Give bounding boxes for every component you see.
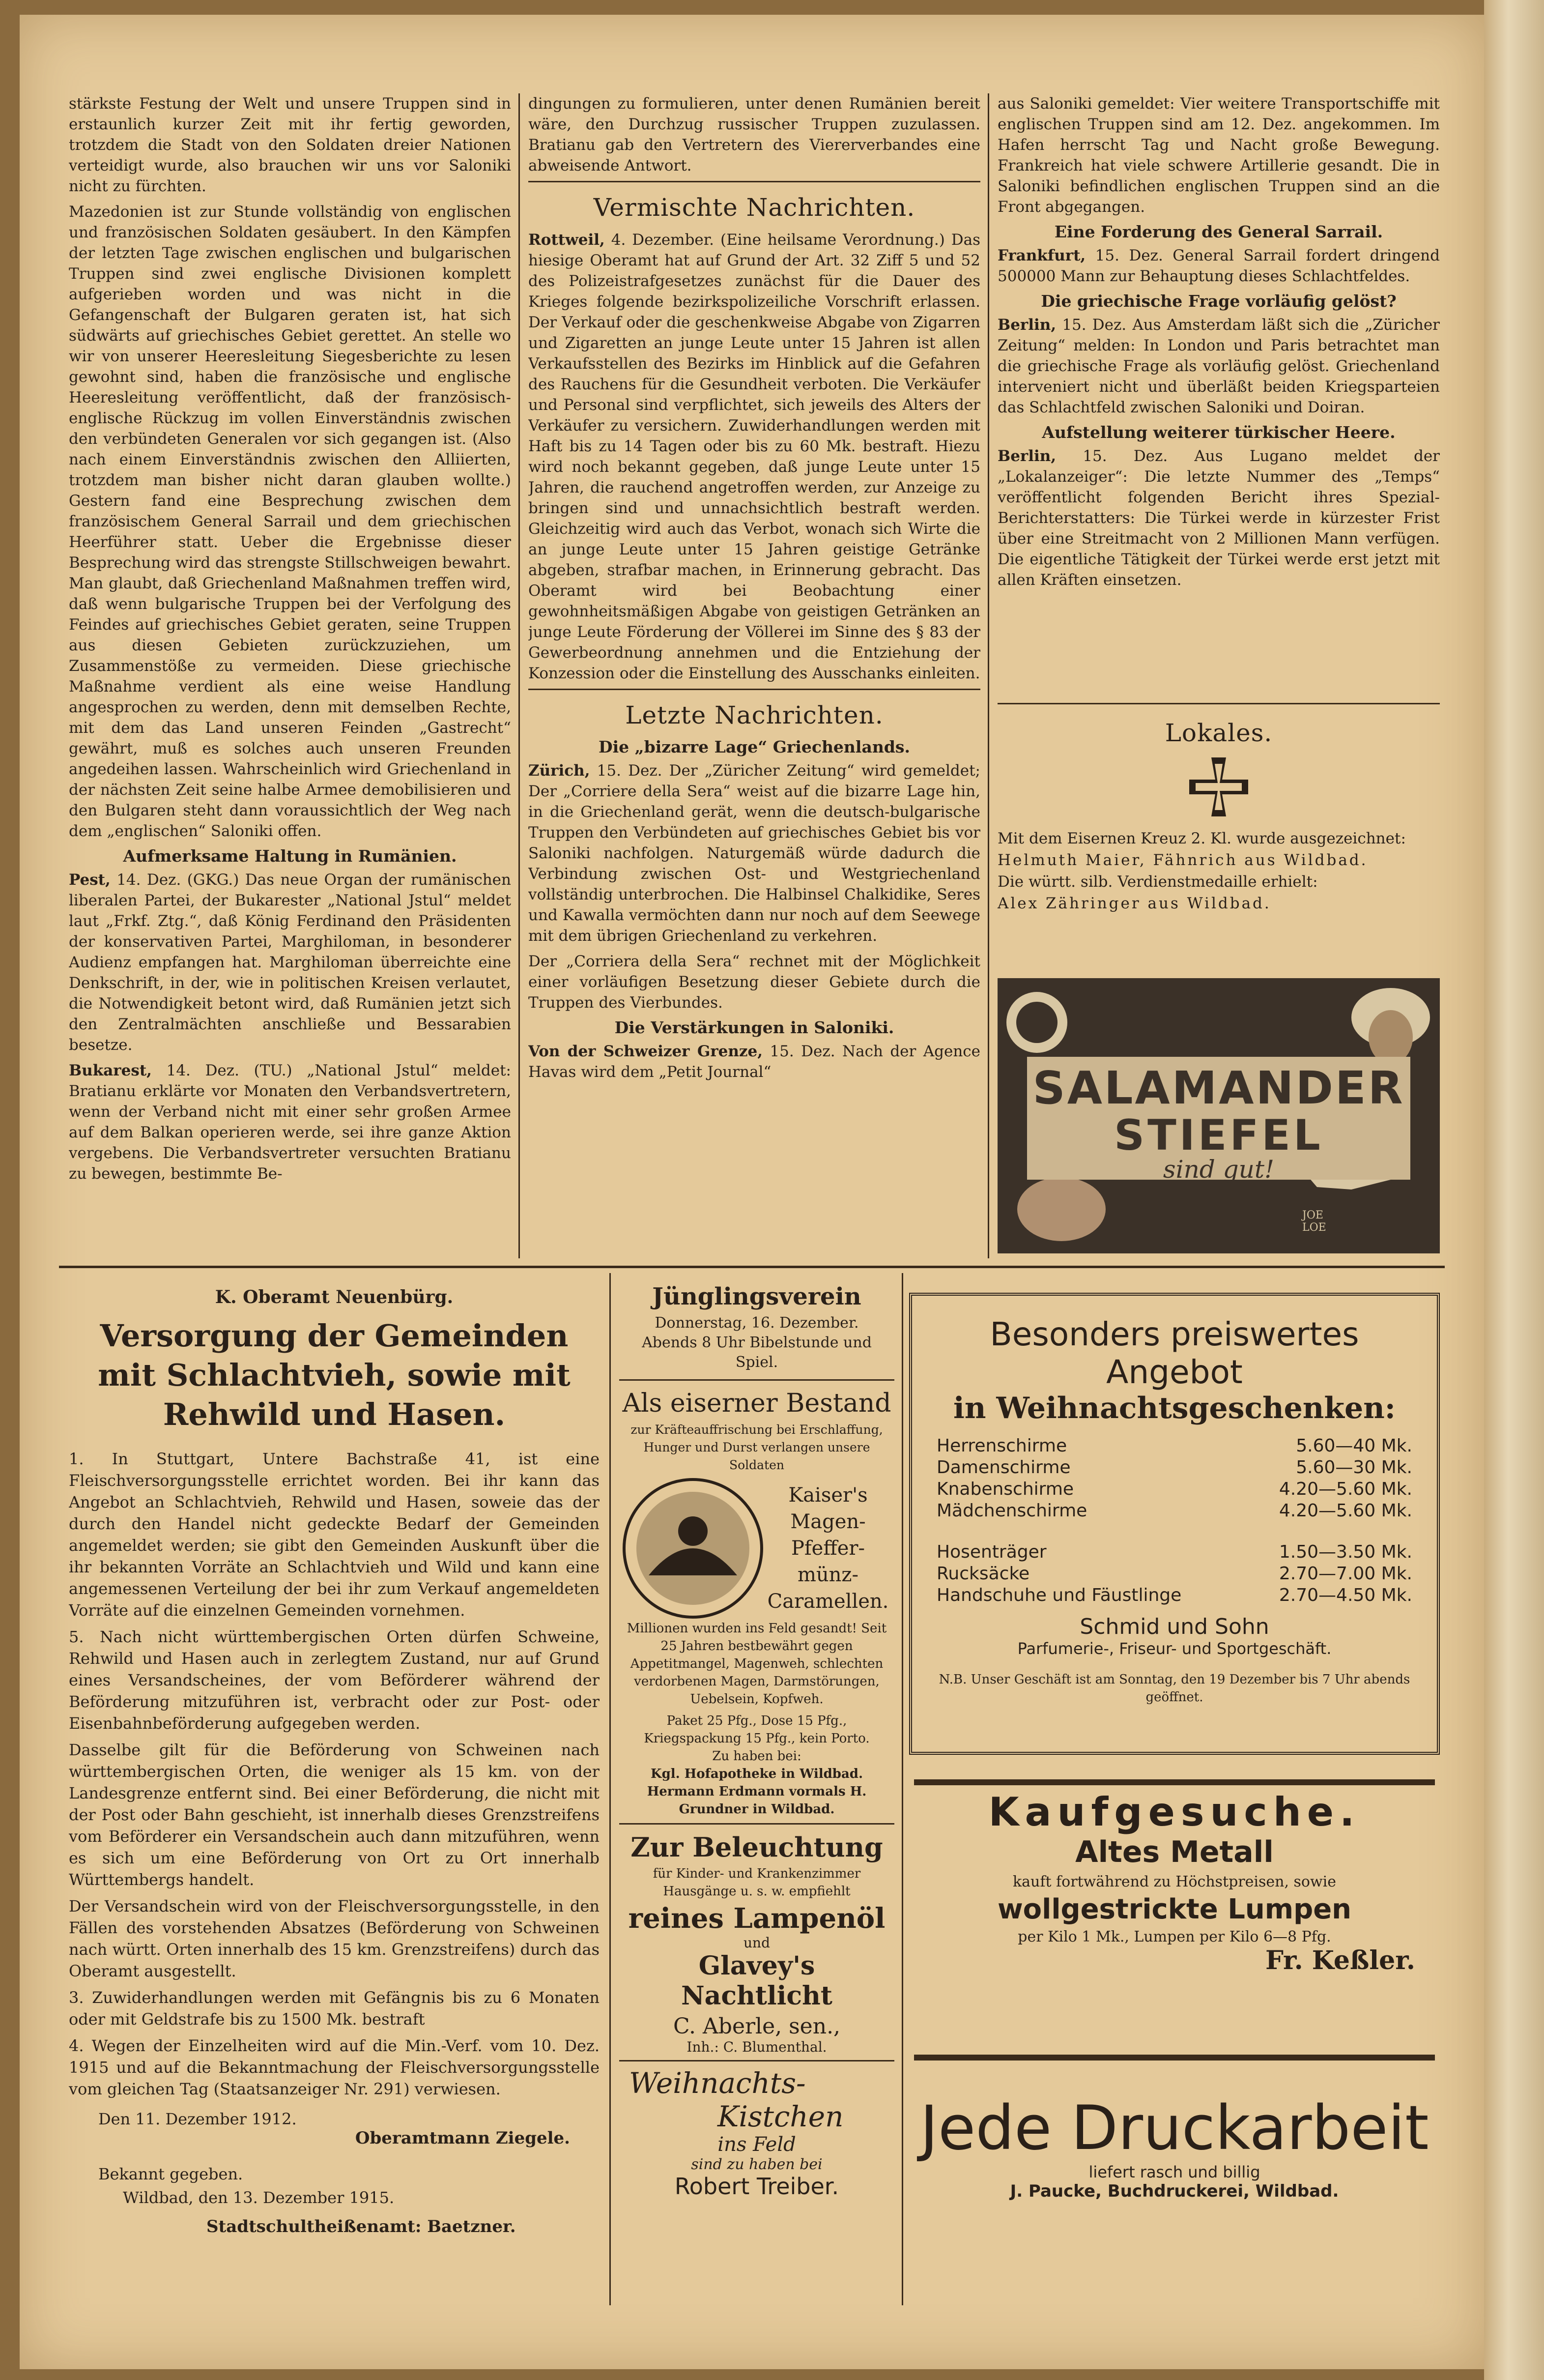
oberamt-para-1: 1. In Stuttgart, Untere Bachstraße 41, ist eine Fleischversorgungsstelle errichtet worden. Bei ihr kann das Angebot an Schlachtvieh, Rehwild und Hasen, soweie das der durch den Handel nicht gedeckte Bedarf der Gemeinden angemeldet werden; sie gibt den Gemeinden Auskunft über die ihr bekannten Vorräte an Schlachtvieh und Wild und kann eine angemessenen Verteilung der bei ihr zum Verkauf angemeldeten Vorräte auf die einzelnen Gemeinden vornehmen. [69,1450,600,1620]
weihnachts-line-1: Weihnachts- [629,2066,806,2100]
col1-heading: Aufmerksame Haltung in Rumänien. [123,846,457,866]
col3-para-4 [998,446,1440,590]
col3-para-3 [998,315,1440,418]
angebot-row [937,1457,1412,1479]
column-2 [528,93,980,1258]
col3-para-2 [998,245,1440,287]
kauf-sub: Altes Metall [1075,1835,1274,1869]
column-1 [69,93,511,1248]
weihnachts-line-2: Kistchen [717,2100,844,2133]
beleuchtung-p3: Glavey's Nachtlicht [681,1951,832,2011]
dateline-pest: Pest, [69,871,111,889]
angebot-item-name: Herrenschirme [937,1436,1067,1456]
angebot-row [937,1500,1412,1522]
oberamt-para-3: Dasselbe gilt für die Beförderung von Schweinen nach württembergischen Orten, die weniger als 15 km. von der Landesgrenze entfernt sind. Bei einer Beförderung, die nicht mit der Post oder Bahn geschieht, ist innerhalb dieses Grenzstreifens vom Beförderer ein Versandschein auch dann mitzuführen, wenn es sich um eine Beförderung von Ort zu Ort innerhalb Württembergs handelt. [69,1741,600,1889]
col2-para-3 [528,760,980,946]
oberamt-sign-2: Stadtschultheißenamt: Baetzner. [206,2217,516,2236]
oberamt-para-5: 3. Zuwiderhandlungen werden mit Gefängnis bis zu 6 Monaten oder mit Geldstrafe bis zu 1500 Mk. bestraft [69,1988,600,2029]
divider-h-mid-2 [619,1823,894,1825]
kaiser-emblem-icon [619,1477,767,1620]
angebot-item-price: 4.20—5.60 Mk. [1279,1501,1412,1521]
kaiser-name: Kaiser's Magen-Pfeffer-münz-Caramellen. [767,1484,889,1613]
druck-title: Jede Druckarbeit [920,2093,1429,2164]
angebot-item-name: Mädchenschirme [937,1501,1087,1521]
col2-para-2 [528,230,980,684]
lokales-block [998,708,1440,944]
angebot-box [909,1293,1440,1755]
divider-v2 [988,93,989,1258]
angebot-title-1: Besonders preiswertes Angebot [990,1315,1359,1391]
col1-para-4-text: 14. Dez. (TU.) „National Jstul“ meldet: Bratianu erklärte vor Monaten den Verbandsvertretern, wenn der Verband nicht mit einer sehr großen Armee auf dem Balkan operieren werde, sei ihre ganze Aktion vergebens. Die Verbandsvertreter versuchten Bratianu zu bewegen, bestimmte Be- [69,1062,511,1183]
kauf-sign: Fr. Keßler. [1265,1945,1415,1975]
kaiser-title: Als eiserner Bestand [622,1389,891,1418]
kaiser-shop-1: Kgl. Hofapotheke in Wildbad. [650,1767,863,1781]
dateline-berlin-2: Berlin, [998,447,1057,465]
oberamt-title: Versorgung der Gemeinden mit Schlachtvieh, sowie mit Rehwild und Hasen. [98,1318,571,1432]
dateline-zurich: Zürich, [528,762,590,780]
lokales-line-2: Helmuth Maier, Fähnrich aus Wildbad. [998,851,1368,869]
col2-para-5-text: 15. Dez. Nach der Agence Havas wird dem „Petit Journal“ [528,1043,980,1081]
beleuchtung-shop: C. Aberle, sen., [673,2014,841,2039]
salamander-line-1: SALAMANDER [1032,1062,1405,1114]
divider-h-col2b [528,689,980,690]
col3-para-2-text: 15. Dez. General Sarrail fordert dringend 500000 Mann zur Behauptung dieses Schlachtfeldes. [998,247,1440,285]
angebot-item-name: Knabenschirme [937,1479,1074,1499]
druck-line-1: liefert rasch und billig [1088,2163,1260,2181]
angebot-item-name: Hosenträger [937,1542,1047,1562]
kaiser-avail: Zu haben bei: [712,1749,801,1764]
col3-para-4-text: 15. Dez. Aus Lugano meldet der „Lokalanzeiger“: Die letzte Nummer des „Temps“ veröffentlicht folgenden Bericht ihres Spezial-Berichterstatters: Die Türkei werde in kürzester Frist über eine Streitmacht von 2 Millionen Mann verfügen. Die eigentliche Tätigkeit der Türkei werde erst jetzt mit allen Kräften einsetzen. [998,447,1440,589]
column-3 [998,93,1440,703]
kauf-line-3: per Kilo 1 Mk., Lumpen per Kilo 6—8 Pfg. [1018,1928,1331,1945]
oberamt-bek: Bekannt gegeben. [98,2165,243,2183]
col1-para-4 [69,1060,511,1184]
col1-para-1: stärkste Festung der Welt und unsere Truppen sind in erstaunlich kurzer Zeit mit ihr fertig geworden, trotzdem die Stadt von den Soldaten dreier Nationen verteidigt wurde, also brauchen wir uns vor Saloniki nicht zu fürchten. [69,95,511,195]
divider-v4 [902,1273,903,2305]
angebot-row [937,1585,1412,1606]
middle-ads [619,1283,894,2315]
angebot-note: N.B. Unser Geschäft ist am Sonntag, den 19 Dezember bis 7 Uhr abends geöffnet. [939,1672,1410,1705]
angebot-item-price: 2.70—7.00 Mk. [1279,1564,1412,1584]
angebot-title-2: in Weihnachtsgeschenken: [953,1391,1396,1425]
newspaper-page [20,15,1484,2369]
lokales-line-3: Die württ. silb. Verdienstmedaille erhielt: [998,873,1318,891]
col2-para-2-text: 4. Dezember. (Eine heilsame Verordnung.) Das hiesige Oberamt hat auf Grund der Art. 32 Ziff 5 und 52 des Polizeistrafgesetzes zunächst für die Dauer des Krieges folgende bezirkspolizeiliche Vorschrift erlassen. Der Verkauf oder die geschenkweise Abgabe von Zigarren und Zigaretten an junge Leute unter 15 Jahren ist allen Verkaufsstellen des Bezirks im Hinblick auf die Gefahren des Rauchens für die Gesundheit verboten. Die Verkäufer und Personal sind verpflichtet, sich jeweils des Alters der Verkäufer zu versichern. Zuwiderhandlungen werden mit Haft bis zu 14 Tagen oder bis zu 60 Mk. bestraft. Hiezu wird noch bekannt gegeben, daß junge Leute unter 15 Jahren, die rauchend angetroffen werden, zur Anzeige zu bringen sind und unnachsichtlich bestraft werden. Gleichzeitig wird auch das Verbot, wonach sich Wirte die an junge Leute unter 15 Jahren geistige Getränke abgeben, strafbar machen, in Erinnerung gebracht. Das Oberamt wird bei Beobachtung einer gewohnheitsmäßigen Abgabe von geistigen Getränken an junge Leute Förderung der Völlerei im Sinne des § 83 der Gewerbeordnung annehmen und die Entziehung der Konzession oder die Einstellung des Ausschanks einleiten. [528,231,980,682]
divider-v1 [518,93,520,1258]
angebot-item-price: 1.50—3.50 Mk. [1279,1542,1412,1562]
oberamt-para-4: Der Versandschein wird von der Fleischversorgungsstelle, in den Fällen des vorstehenden Absatzes (Beförderung von Schweinen nach württ. Orten innerhalb des 15 km. Grenzstreifens) durch das Oberamt ausgestellt. [69,1897,600,1980]
angebot-shop-sub: Parfumerie-, Friseur- und Sportgeschäft. [1017,1639,1332,1658]
kaiser-price: Paket 25 Pfg., Dose 15 Pfg., Kriegspackung 15 Pfg., kein Porto. [644,1713,870,1746]
dateline-bukarest: Bukarest, [69,1062,152,1079]
col2-para-1: dingungen zu formulieren, unter denen Rumänien bereit wäre, den Durchzug russischer Truppen zuzulassen. Bratianu gab den Vertretern des Viererverbandes eine abweisende Antwort. [528,95,980,174]
col1-para-3-text: 14. Dez. (GKG.) Das neue Organ der rumänischen liberalen Partei, der Bukarester „National Jstul“ meldet laut „Frkf. Ztg.“, daß König Ferdinand den Präsidenten der konservativen Partei, Marghiloman, in besonderer Audienz empfangen hat. Marghiloman überreichte eine Denkschrift, in der, wie in politischen Kreisen verlautet, die Notwendigkeit betont wird, daß Rumänien jetzt sich den Zentralmächten anschließe und Bessarabien besetze. [69,871,511,1054]
dateline-frankfurt: Frankfurt, [998,247,1086,264]
angebot-row [937,1479,1412,1500]
col2-sub-1: Die „bizarre Lage“ Griechenlands. [599,737,910,756]
weihnachts-line-5: Robert Treiber. [674,2173,839,2200]
salamander-sig-2: LOE [1302,1221,1326,1234]
beleuchtung-p2: und [743,1935,770,1951]
salamander-ad [998,978,1440,1253]
oberamt-para-6: 4. Wegen der Einzelheiten wird auf die Min.-Verf. vom 10. Dez. 1915 und auf die Bekanntmachung der Fleischversorgungsstelle vom gleichen Tag (Staatsanzeiger Nr. 291) verwiesen. [69,2036,600,2098]
angebot-item-name: Rucksäcke [937,1564,1030,1584]
salamander-line-2: STIEFEL [1114,1111,1323,1160]
col3-sub-3: Aufstellung weiterer türkischer Heere. [1042,423,1396,442]
angebot-item-price: 5.60—40 Mk. [1296,1436,1412,1456]
angebot-item-price: 2.70—4.50 Mk. [1279,1585,1412,1605]
oberamt-head: K. Oberamt Neuenbürg. [215,1287,454,1307]
section-lokales: Lokales. [1165,719,1273,747]
kauf-line-2: wollgestrickte Lumpen [997,1893,1352,1925]
divider-h-lokales [998,703,1440,704]
beleuchtung-owner: Inh.: C. Blumenthal. [686,2039,827,2055]
jungling-text: Donnerstag, 16. Dezember. Abends 8 Uhr Bibelstunde und Spiel. [642,1314,872,1371]
kaiser-text: Millionen wurden ins Feld gesandt! Seit 25 Jahren bestbewährt gegen Appetitmangel, Magenweh, schlechten verdorbenen Magen, Darmstörungen, Uebelsein, Kopfweh. [627,1621,887,1707]
jungling-title: Jünglingsverein [652,1283,861,1310]
col1-para-2: Mazedonien ist zur Stunde vollständig von englischen und französischen Soldaten gesäubert. In den Kämpfen der letzten Tage zwischen englischen und bulgarischen Truppen sind zwei englische Divisionen komplett aufgerieben worden und was nicht in die Gefangenschaft der Bulgaren geraten ist, hat sich südwärts auf griechisches Gebiet gerettet. An stelle wo wir von unserer Heeresleitung Siegesberichte zu lesen gewohnt sind, haben die französische und englische Heeresleitung veröffentlicht, daß der französisch-englische Rückzug im vollen Einverständnis zwischen den verbündeten Generalen vor sich gegangen ist. (Also nach einem Einverständnis zwischen den Alliierten, trotzdem man bisher nicht daran glauben wollte.) Gestern fand eine Besprechung zwischen dem französischem General Sarrail und dem griechischen Heerführer statt. Ueber die Ergebnisse dieser Besprechung wird das strengste Stillschweigen bewahrt. Man glaubt, daß Griechenland Maßnahmen treffen wird, daß wenn bulgarische Truppen bei der Verfolgung des Feindes auf griechisches Gebiet geraten, seine Truppen aus diesen Gebieten zurückzuziehen, um Zusammenstöße zu vermeiden. Diese griechische Maßnahme verdient als eine weise Handlung angesprochen zu werden, denn mit demselben Rechte, mit dem das Land unseren Feinden „Gastrecht“ gewährt, muß es solches auch unseren Freunden angedeihen lassen. Wahrscheinlich wird Griechenland in der nächsten Zeit seine halbe Armee demobilisieren und den Bulgaren steht dann voraussichtlich der Weg nach dem „englischen“ Saloniki offen. [69,203,511,840]
col2-para-5 [528,1041,980,1082]
col2-para-3-text: 15. Dez. Der „Züricher Zeitung“ wird gemeldet; Der „Corriere della Sera“ weist auf die bizarre Lage hin, in die Griechenland gerät, wenn die deutsch-bulgarische Truppen den Verbündeten auf griechisches Gebiet bis vor Saloniki nachfolgen. Naturgemäß würde dadurch die Verbindung zwischen Ost- und Westgriechenland vollständig unterbrochen. Die Halbinsel Chalkidike, Seres und Kawalla vermöchten dann nur noch auf dem Seewege mit dem übrigen Griechenland zu verkehren. [528,762,980,945]
angebot-shop: Schmid und Sohn [1080,1614,1269,1639]
col3-para-3-text: 15. Dez. Aus Amsterdam läßt sich die „Züricher Zeitung“ melden: In London und Paris betrachtet man die griechische Frage als vorläufig gelöst. Griechenland interveniert nicht und überläßt beiden Kriegsparteien das Schlachtfeld zwischen Saloniki und Doiran. [998,316,1440,416]
beleuchtung-sub: für Kinder- und Krankenzimmer Hausgänge u. s. w. empfiehlt [653,1866,861,1899]
salamander-sig-1: JOE [1302,1209,1323,1221]
angebot-item-name: Damenschirme [937,1457,1071,1478]
kauf-line-1: kauft fortwährend zu Höchstpreisen, sowie [1012,1873,1337,1890]
oberamt-place: Wildbad, den 13. Dezember 1915. [123,2188,395,2207]
weihnachts-line-4: sind zu haben bei [691,2156,823,2173]
salamander-line-3: sind gut! [1163,1155,1275,1184]
col3-para-1: aus Saloniki gemeldet: Vier weitere Transportschiffe mit englischen Truppen sind am 12. Dez. angekommen. Im Hafen herrscht Tag und Nacht große Bewegung. Frankreich hat viele schwere Artillerie gesandt. Die in Saloniki befindlichen englischen Truppen sind an die Front abgegangen. [998,95,1440,216]
lokales-line-1: Mit dem Eisernen Kreuz 2. Kl. wurde ausgezeichnet: [998,830,1406,847]
divider-h-col2a [528,181,980,182]
angebot-row [937,1563,1412,1585]
section-vermischte: Vermischte Nachrichten. [593,193,915,222]
angebot-row [937,1541,1412,1563]
beleuchtung-title: Zur Beleuchtung [630,1831,883,1863]
col1-para-3 [69,870,511,1055]
page-edge [1484,0,1544,2380]
angebot-list-2 [937,1541,1412,1606]
oberamt-date: Den 11. Dezember 1912. [98,2110,297,2128]
col3-sub-2: Die griechische Frage vorläufig gelöst? [1041,291,1397,311]
oberamt-notice [69,1283,600,2305]
angebot-item-price: 4.20—5.60 Mk. [1279,1479,1412,1499]
divider-h-kauf-bottom [914,2055,1435,2061]
oberamt-para-2: 5. Nach nicht württembergischen Orten dürfen Schweine, Rehwild und Hasen auch in zerlegtem Zustand, nur auf Grund eines Versandscheines, der vom Beförderer während der Beförderung mitzuführen ist, verbracht oder zur Post- oder Eisenbahnbeförderung aufgegeben werden. [69,1627,600,1733]
divider-h-main [59,1266,1445,1268]
dateline-berlin-1: Berlin, [998,316,1057,334]
angebot-item-price: 5.60—30 Mk. [1296,1457,1412,1478]
oberamt-sign: Oberamtmann Ziegele. [355,2128,570,2148]
kaiser-shop-2: Hermann Erdmann vormals H. Grundner in Wildbad. [647,1784,867,1817]
divider-h-mid-3 [619,2060,894,2061]
col3-sub-1: Eine Forderung des General Sarrail. [1054,222,1383,241]
divider-h-mid-1 [619,1379,894,1381]
kaiser-sub: zur Kräfteauffrischung bei Erschlaffung, Hunger und Durst verlangen unsere Soldaten [630,1422,883,1472]
kauf-title: Kaufgesuche. [988,1789,1361,1835]
angebot-item-name: Handschuhe und Fäustlinge [937,1585,1182,1605]
dateline-rottweil: Rottweil, [528,231,605,249]
beleuchtung-p1: reines Lampenöl [628,1902,886,1935]
lokales-line-4: Alex Zähringer aus Wildbad. [998,895,1271,912]
col2-sub-2: Die Verstärkungen in Saloniki. [614,1018,894,1037]
druck-block [909,2094,1440,2241]
weihnachts-line-3: ins Feld [717,2133,796,2156]
iron-cross-icon [998,755,1440,821]
section-letzte: Letzte Nachrichten. [625,701,884,729]
angebot-list-1 [937,1435,1412,1522]
col2-para-4: Der „Corriera della Sera“ rechnet mit der Möglichkeit einer vorläufigen Besetzung dieser Gebiete durch die Truppen des Vierbundes. [528,953,980,1012]
druck-line-2: J. Paucke, Buchdruckerei, Wildbad. [1010,2181,1339,2201]
kauf-block [914,1789,1435,2045]
divider-h-kauf-top [914,1779,1435,1785]
dateline-schweiz: Von der Schweizer Grenze, [528,1043,763,1060]
angebot-row [937,1435,1412,1457]
divider-v3 [609,1273,611,2305]
